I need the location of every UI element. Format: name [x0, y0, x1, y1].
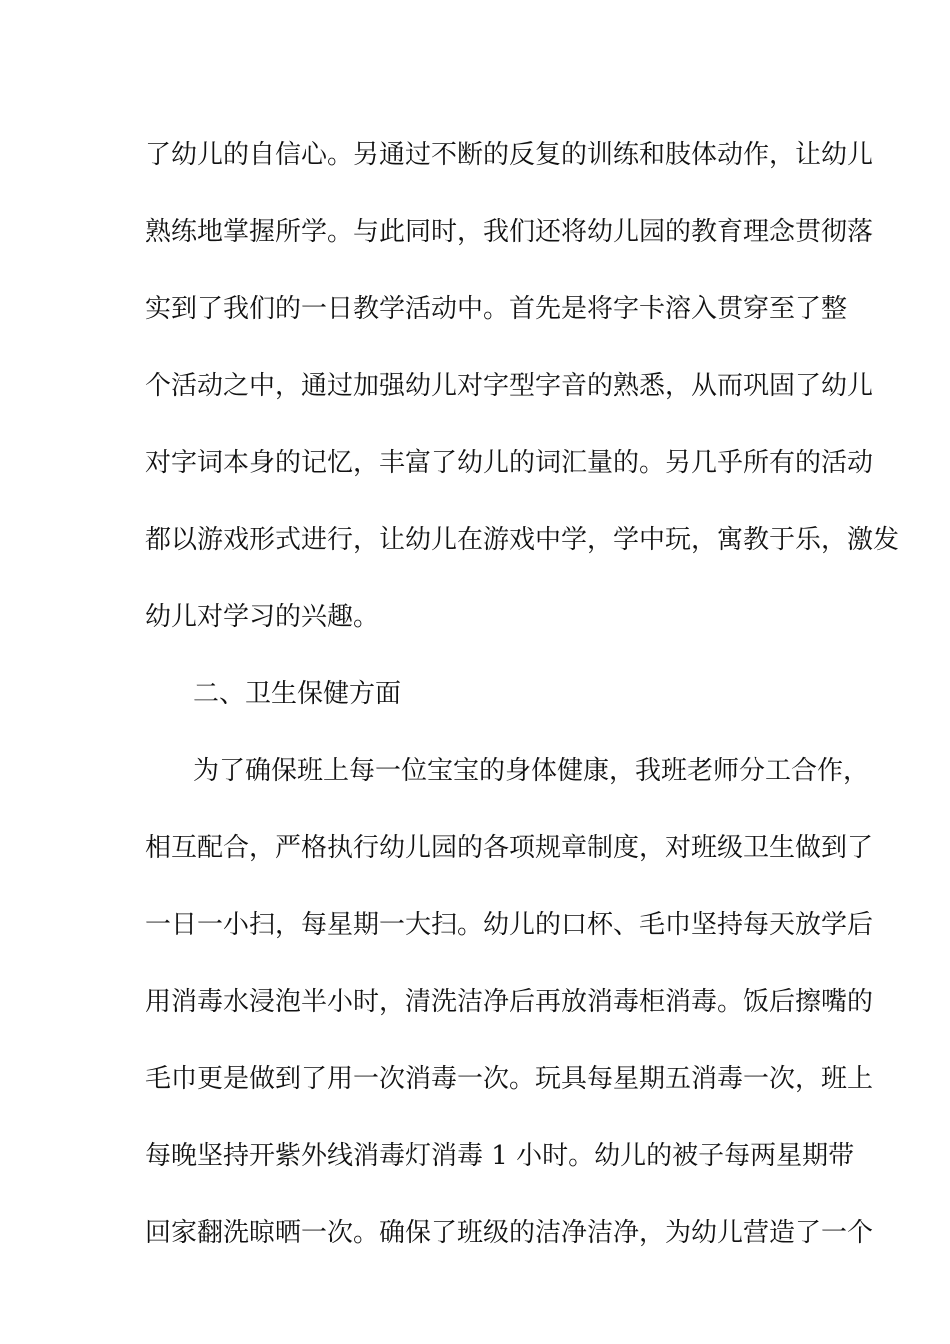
text-line: 对字词本身的记忆，丰富了幼儿的词汇量的。另几乎所有的活动 — [145, 448, 874, 478]
body-text — [145, 128, 900, 1283]
text-line: 都以游戏形式进行，让幼儿在游戏中学，学中玩，寓教于乐，激发 — [145, 525, 900, 555]
text-line: 每晚坚持开紫外线消毒灯消毒 1 小时。幼儿的被子每两星期带 — [145, 1141, 855, 1171]
text-line: 熟练地掌握所学。与此同时，我们还将幼儿园的教育理念贯彻落 — [145, 217, 874, 247]
text-line: 个活动之中，通过加强幼儿对字型字音的熟悉，从而巩固了幼儿 — [145, 371, 874, 401]
text-line: 实到了我们的一日教学活动中。首先是将字卡溶入贯穿至了整 — [145, 294, 848, 324]
text-line: 回家翻洗晾晒一次。确保了班级的洁净洁净，为幼儿营造了一个 — [145, 1218, 874, 1248]
text-line: 一日一小扫，每星期一大扫。幼儿的口杯、毛巾坚持每天放学后 — [145, 910, 874, 940]
text-line: 幼儿对学习的兴趣。 — [145, 602, 380, 632]
section-heading: 二、卫生保健方面 — [193, 679, 402, 709]
text-line: 用消毒水浸泡半小时，清洗洁净后再放消毒柜消毒。饭后擦嘴的 — [145, 987, 874, 1017]
text-line: 毛巾更是做到了用一次消毒一次。玩具每星期五消毒一次，班上 — [145, 1064, 874, 1094]
text-line: 了幼儿的自信心。另通过不断的反复的训练和肢体动作，让幼儿 — [145, 140, 874, 170]
text-line: 为了确保班上每一位宝宝的身体健康，我班老师分工合作， — [193, 756, 870, 786]
text-line: 相互配合，严格执行幼儿园的各项规章制度，对班级卫生做到了 — [145, 833, 874, 863]
